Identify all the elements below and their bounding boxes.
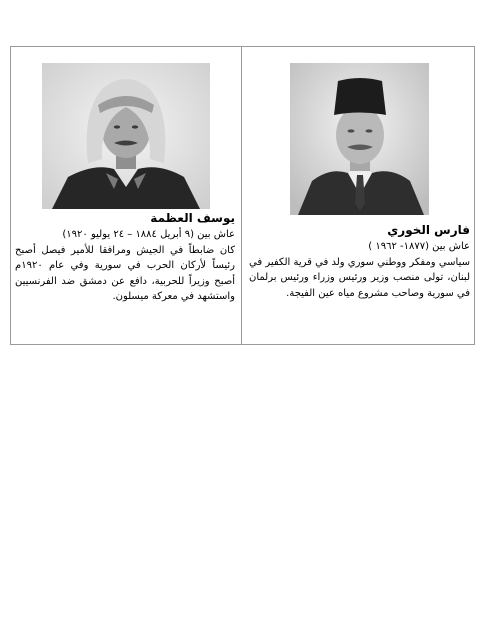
person-card-yusuf-azma [11, 47, 241, 344]
person-card-fares-khoury [241, 47, 474, 344]
people-table [10, 46, 475, 345]
person-text-fares-khoury [249, 222, 470, 301]
portrait-fez-icon [290, 63, 429, 215]
portrait-military-helmet-icon [42, 63, 210, 209]
person-name: فارس الخوري [387, 223, 470, 237]
person-lifespan: عاش بين (٩ أبريل ١٨٨٤ – ٢٤ يوليو ١٩٢٠) [62, 229, 235, 240]
person-bio: كان ضابطاً في الجيش ومرافقا للأمير فيصل أصبح رئيساً لأركان الحرب في سورية وفي عام ١٩٢٠م أصبح وزيراً للحربية، دافع عن دمشق ضد الفرنسيين واستشهد في معركة ميسلون. [15, 244, 235, 303]
person-text-yusuf-azma [15, 210, 235, 305]
person-name: يوسف العظمة [150, 211, 235, 225]
person-bio: سياسي ومفكر ووطني سوري ولد في قرية الكفير في لبنان، تولى منصب وزير ورئيس وزراء ورئيس برلمان في سورية وصاحب مشروع مياه عين الفيجة. [249, 256, 470, 299]
person-lifespan: عاش بين (١٨٧٧- ١٩٦٢ ) [368, 241, 470, 252]
